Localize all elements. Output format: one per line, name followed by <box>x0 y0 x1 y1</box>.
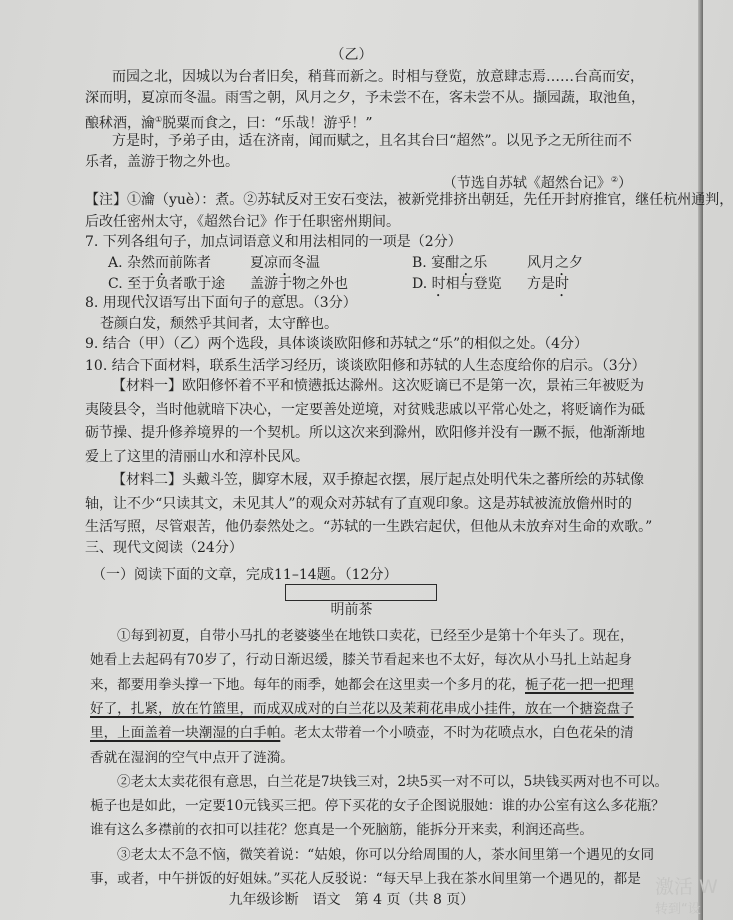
text-segment: 夏凉 <box>250 255 278 271</box>
text-segment: 而 <box>278 255 292 271</box>
text-segment: 方是 <box>527 275 555 292</box>
text-segment: 时 <box>555 275 569 292</box>
materials-line <box>85 400 645 420</box>
classical-passage-line <box>85 110 373 134</box>
article-body-line <box>90 869 641 889</box>
text-segment: （节选自苏轼《超然台记》 <box>442 175 611 192</box>
text-segment: 之 <box>459 255 474 271</box>
question-10: 10. 结合下面材料，联系生活学习经历，谈谈欧阳修和苏轼的人生态度给你的启示。（3分） <box>85 358 646 374</box>
part-label-line <box>0 45 703 65</box>
section-heading-line <box>85 538 243 558</box>
activation-watermark-title: 激活 W <box>655 876 718 898</box>
text-segment: 相与登览 <box>445 275 502 292</box>
text-segment: ①每到初夏，自带小马扎的老婆婆坐在地铁口卖花，已经至少是第十个年头了。现在， <box>117 628 634 644</box>
text-segment: 【注】①瀹（yuè）：煮。②苏轼反对王安石变法，被新党排挤出朝廷，先任开封府推官，继任杭州通判， <box>85 192 733 208</box>
text-segment: ②老太太卖花很有意思，白兰花是7块钱三对，2块5买一对不可以，5块钱买两对也不可以。 <box>117 773 669 790</box>
text-segment: 她看上去起码有70岁了，行动日渐迟缓，膝关节看起来也不太好，每次从小马扎上站起身 <box>90 652 632 669</box>
classical-passage-line <box>112 131 632 151</box>
text-segment: 于 <box>141 275 156 292</box>
text-segment: 风月 <box>527 255 555 271</box>
text-segment: 冬温 <box>292 255 320 271</box>
text-segment: 盖游 <box>250 275 278 292</box>
text-segment: 生活写照，尽管艰苦，他仍泰然处之。“苏轼的一生跌宕起伏，但他从未放弃对生命的欢歌。” <box>85 519 653 535</box>
classical-passage-line <box>85 88 645 108</box>
text-segment: 时 <box>431 275 446 292</box>
text-segment: 而 <box>155 255 170 271</box>
classical-passage-line <box>112 67 644 87</box>
question-8-sentence: 苍颜白发，颓然乎其间者，太守醉也。 <box>100 316 338 332</box>
question-8: 8. 用现代汉语写出下面句子的意思。（3分） <box>85 295 357 311</box>
text-segment: 。老太太带着一个小喷壶，不时为花喷点水，白色花朵的清 <box>280 725 634 742</box>
text-segment: 【材料二】头戴斗笠，脚穿木屐，双手撩起衣摆，展厅起点处明代朱之蕃所绘的苏轼像 <box>112 472 644 488</box>
text-segment: D. <box>412 275 432 292</box>
text-segment: A. 杂然 <box>108 255 156 271</box>
text-segment: 之 <box>555 255 569 271</box>
page-footer-line <box>0 890 703 910</box>
text-segment: 事，或者，中午拼饭的好姐妹。”买花人反驳说：“每天早上我在茶水间里第一个遇见的，都是 <box>90 871 641 887</box>
subsection-heading-line <box>92 565 397 585</box>
article-body-line <box>90 723 632 743</box>
question-9: 9. 结合（甲）（乙）两个选段，具体谈谈欧阳修和苏轼之“乐”的相似之处。（4分） <box>85 336 589 352</box>
text-segment: （一）阅读下面的文章，完成11–14题。（12分） <box>92 567 398 583</box>
materials-line <box>112 376 644 396</box>
materials-line <box>85 447 309 467</box>
article-body-line <box>90 650 632 670</box>
article-body-line <box>90 748 294 768</box>
text-segment: B. 宴酣 <box>412 255 460 271</box>
classical-passage-line <box>85 152 239 172</box>
article-body-line <box>90 796 665 816</box>
text-segment: 物之外也 <box>292 275 348 292</box>
article-body-line <box>90 675 632 695</box>
text-segment: 好了，扎紧，放在竹篮里，而成双成对的白兰花以及茉莉花串成小挂件，放在一个搪瓷盘子 <box>90 700 634 717</box>
article-body-line <box>90 699 632 719</box>
text-segment: 栀子花一把一把理 <box>525 676 634 693</box>
text-segment: 乐 <box>473 255 488 271</box>
article-title-line <box>0 600 703 620</box>
text-segment: 后改任密州太守，《超然台记》作于任职密州期间。 <box>85 214 400 230</box>
text-segment: 于 <box>278 275 292 292</box>
text-segment: 轴，让不少“只读其文，未见其人”的观众对苏轼有了直观印象。这是苏轼被流放儋州时的 <box>85 495 632 512</box>
materials-line <box>85 423 645 443</box>
text-segment: 来，都要用拳头撑一下地。每年的雨季，她都会在这里卖一个多月的花， <box>90 676 525 693</box>
article-body-line <box>90 820 593 840</box>
text-segment: 方是时，予弟子由，适在济南，闻而赋之，且名其台曰“超然”。以见予之无所往而不 <box>112 132 632 149</box>
materials-line <box>85 494 632 514</box>
text-segment: 砺节操、提升修养境界的一个契机。所以这次来到滁州，欧阳修并没有一蹶不振，他渐渐地 <box>85 425 645 441</box>
text-segment: 香就在湿润的空气中点开了涟漪。 <box>90 749 294 766</box>
text-segment: 三、现代文阅读（24分） <box>85 540 243 556</box>
article-body-line <box>117 626 632 646</box>
materials-line <box>85 517 652 537</box>
annotation-note-line <box>85 190 733 210</box>
text-segment: 谁有这么多襟前的衣扣可以挂花？您真是一个死脑筋，能拆分开来卖，利润还高些。 <box>90 822 593 839</box>
text-segment: 【材料一】欧阳修怀着不平和愤懑抵达滁州。这次贬谪已不是第一次，景祐三年被贬为 <box>112 378 644 394</box>
text-segment: 乐者，盖游于物之外也。 <box>85 154 239 171</box>
text-segment: ① <box>155 114 163 124</box>
article-body-line <box>117 845 655 865</box>
text-segment: 明前茶 <box>330 602 373 618</box>
activation-watermark-subtitle: 转到“设 <box>655 902 701 917</box>
question-7: 7. 下列各组句子，加点词语意义和用法相同的一项是（2分） <box>85 234 462 250</box>
text-segment: 夷陵县令，当时他就暗下决心，一定要善处逆境，对贫贱悲戚以平常心处之，将贬谪作为砥 <box>85 401 645 418</box>
page-edge <box>698 0 703 920</box>
answer-title-box <box>285 584 437 601</box>
materials-line <box>112 470 644 490</box>
article-body-line <box>117 772 669 792</box>
text-segment: （乙） <box>330 47 373 63</box>
question-7-option <box>527 274 569 300</box>
text-segment: ③老太太不急不恼，微笑着说：“姑娘，你可以分给周围的人，茶水间里第一个遇见的女同 <box>117 846 655 863</box>
text-segment: 脱粟而食之，曰：“乐哉！游乎！” <box>162 115 373 132</box>
text-segment: 前陈者 <box>169 255 212 271</box>
annotation-note-line <box>85 212 400 232</box>
question-7-option <box>412 274 502 300</box>
text-segment: 爱上了这里的清丽山水和淳朴民风。 <box>85 448 309 465</box>
text-segment: 酿秫酒，瀹 <box>85 115 155 132</box>
text-segment: ） <box>618 175 632 192</box>
text-segment: 负者歌于途 <box>155 275 226 292</box>
text-segment: ② <box>610 175 618 184</box>
text-segment: C. 至 <box>108 275 142 292</box>
text-segment: 里，上面盖着一块潮湿的白手帕 <box>90 725 281 742</box>
text-segment: 栀子也是如此，一定要10元钱买三把。停下买花的女子企图说服她：谁的办公室有这么多花瓶？ <box>90 798 665 815</box>
text-segment: 而园之北，因城以为台者旧矣，稍葺而新之。时相与登览，放意肆志焉……台高而安， <box>112 69 644 85</box>
text-segment: 夕 <box>569 255 583 271</box>
text-segment: 九年级诊断 语文 第 4 页（共 8 页） <box>228 892 475 908</box>
text-segment: 深而明，夏凉而冬温。雨雪之朝，风月之夕，予未尝不在，客未尝不从。撷园蔬，取池鱼， <box>85 90 645 107</box>
